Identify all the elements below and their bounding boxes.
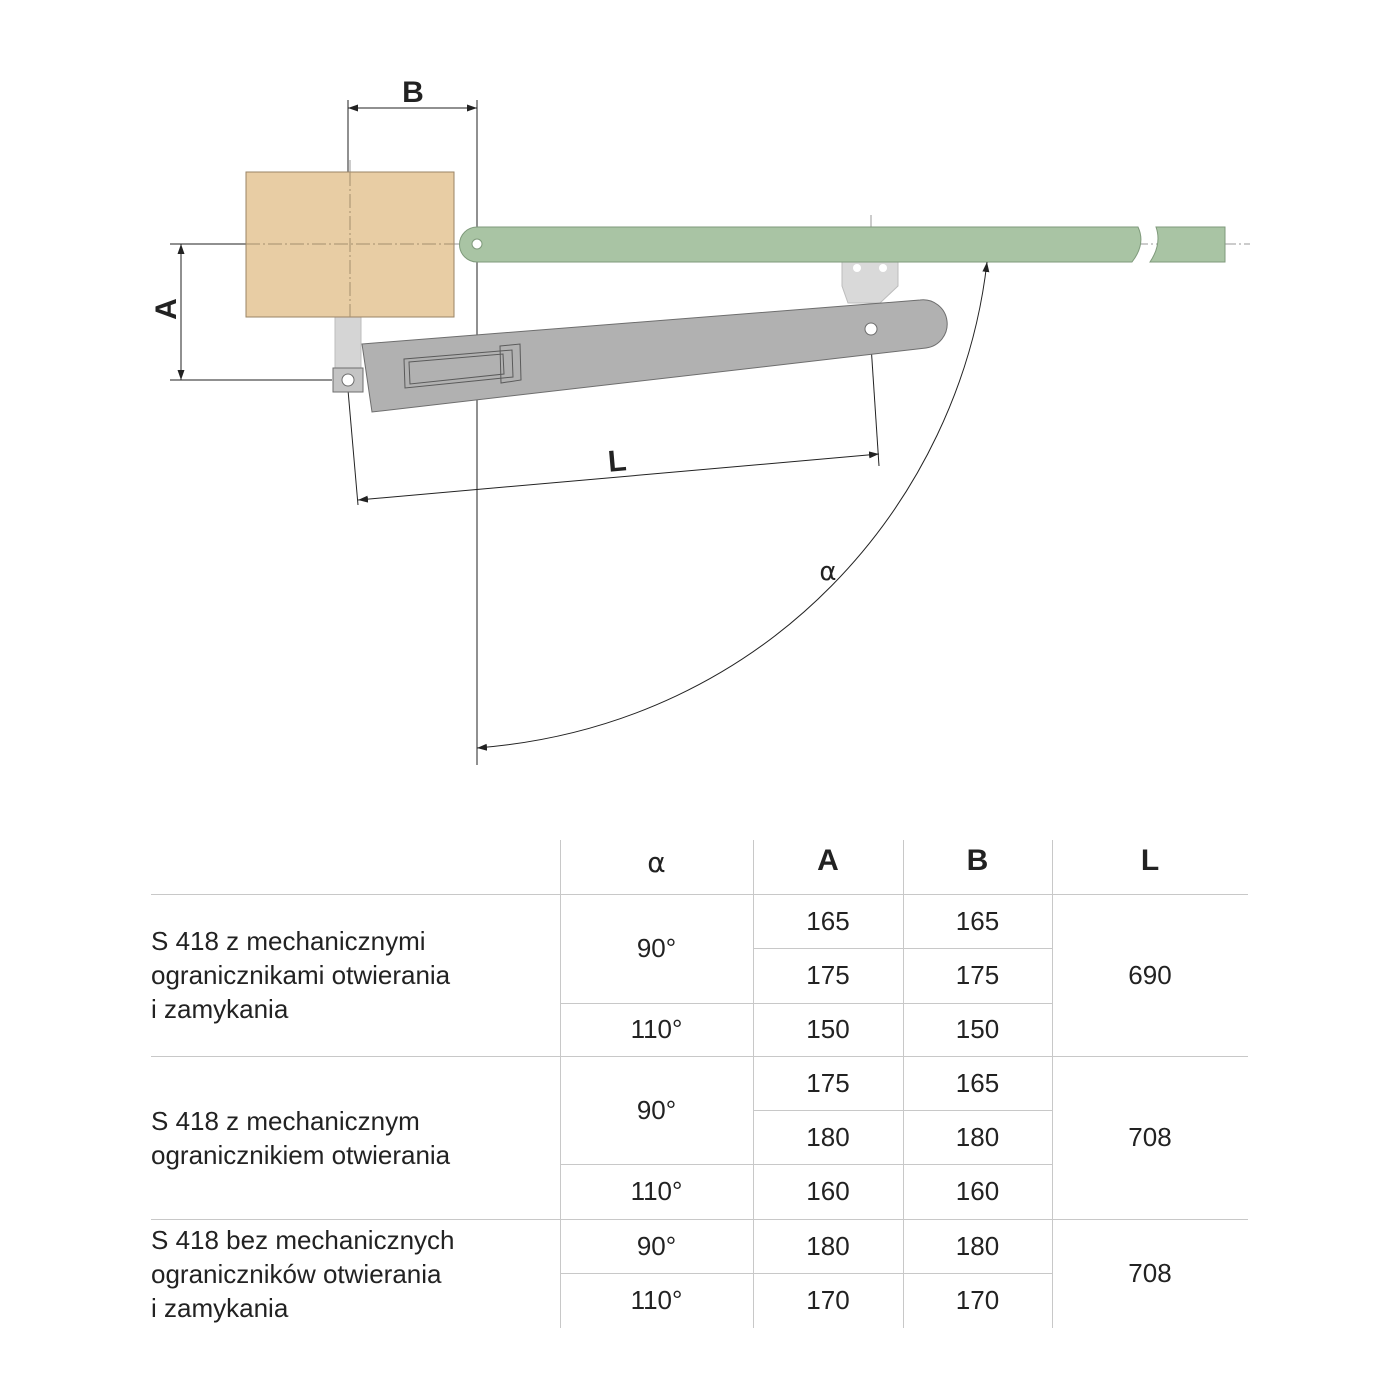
model-label: S 418 z mechanicznymi ogranicznikami otwierania i zamykania — [151, 926, 451, 1024]
a-cell: 175 — [806, 1067, 850, 1098]
header-l: L — [1140, 844, 1160, 877]
l-cell: 708 — [1128, 1258, 1172, 1288]
dimension-b — [348, 76, 477, 109]
leaf-bracket — [842, 262, 898, 303]
a-cell: 150 — [806, 1014, 850, 1044]
header-model — [151, 840, 560, 894]
alpha-cell: 90° — [636, 1094, 677, 1125]
model-label: S 418 z mechanicznym ogranicznikiem otwierania — [151, 1105, 451, 1170]
b-cell: 180 — [955, 1121, 1000, 1152]
alpha-cell: 110° — [630, 1014, 683, 1044]
l-cell: 690 — [1128, 959, 1172, 990]
model-name — [151, 1056, 551, 1219]
a-cell: 175 — [806, 960, 850, 990]
model-name — [151, 1219, 551, 1328]
b-cell: 150 — [955, 1014, 1000, 1044]
model-label: S 418 bez mechanicznych ograniczników otwierania i zamykania — [151, 1224, 455, 1323]
b-cell: 175 — [955, 960, 1000, 990]
gate-leaf — [460, 227, 1226, 262]
b-cell: 160 — [955, 1176, 1000, 1206]
label-alpha: α — [819, 557, 837, 587]
model-name — [151, 894, 551, 1056]
a-cell: 165 — [806, 905, 850, 936]
header-b: B — [966, 844, 989, 877]
a-cell: 170 — [806, 1285, 850, 1315]
label-l: L — [606, 444, 628, 479]
b-cell: 180 — [955, 1230, 1000, 1261]
a-cell: 180 — [806, 1121, 850, 1152]
installation-dimensions-table — [151, 840, 1248, 1328]
a-cell: 160 — [806, 1176, 850, 1206]
a-cell: 180 — [806, 1230, 850, 1261]
label-b: B — [402, 76, 424, 109]
alpha-cell: 90° — [636, 1230, 677, 1261]
b-cell: 165 — [955, 905, 1000, 936]
alpha-cell: 110° — [630, 1285, 683, 1315]
b-cell: 165 — [955, 1067, 1000, 1098]
alpha-cell: 110° — [630, 1176, 683, 1206]
l-cell: 708 — [1128, 1122, 1172, 1152]
label-a: A — [150, 298, 183, 320]
dimension-a — [150, 244, 183, 380]
header-alpha: α — [647, 845, 666, 879]
alpha-cell: 90° — [636, 933, 677, 963]
b-cell: 170 — [955, 1285, 1000, 1315]
header-a: A — [817, 844, 839, 877]
dimension-l — [358, 444, 879, 500]
